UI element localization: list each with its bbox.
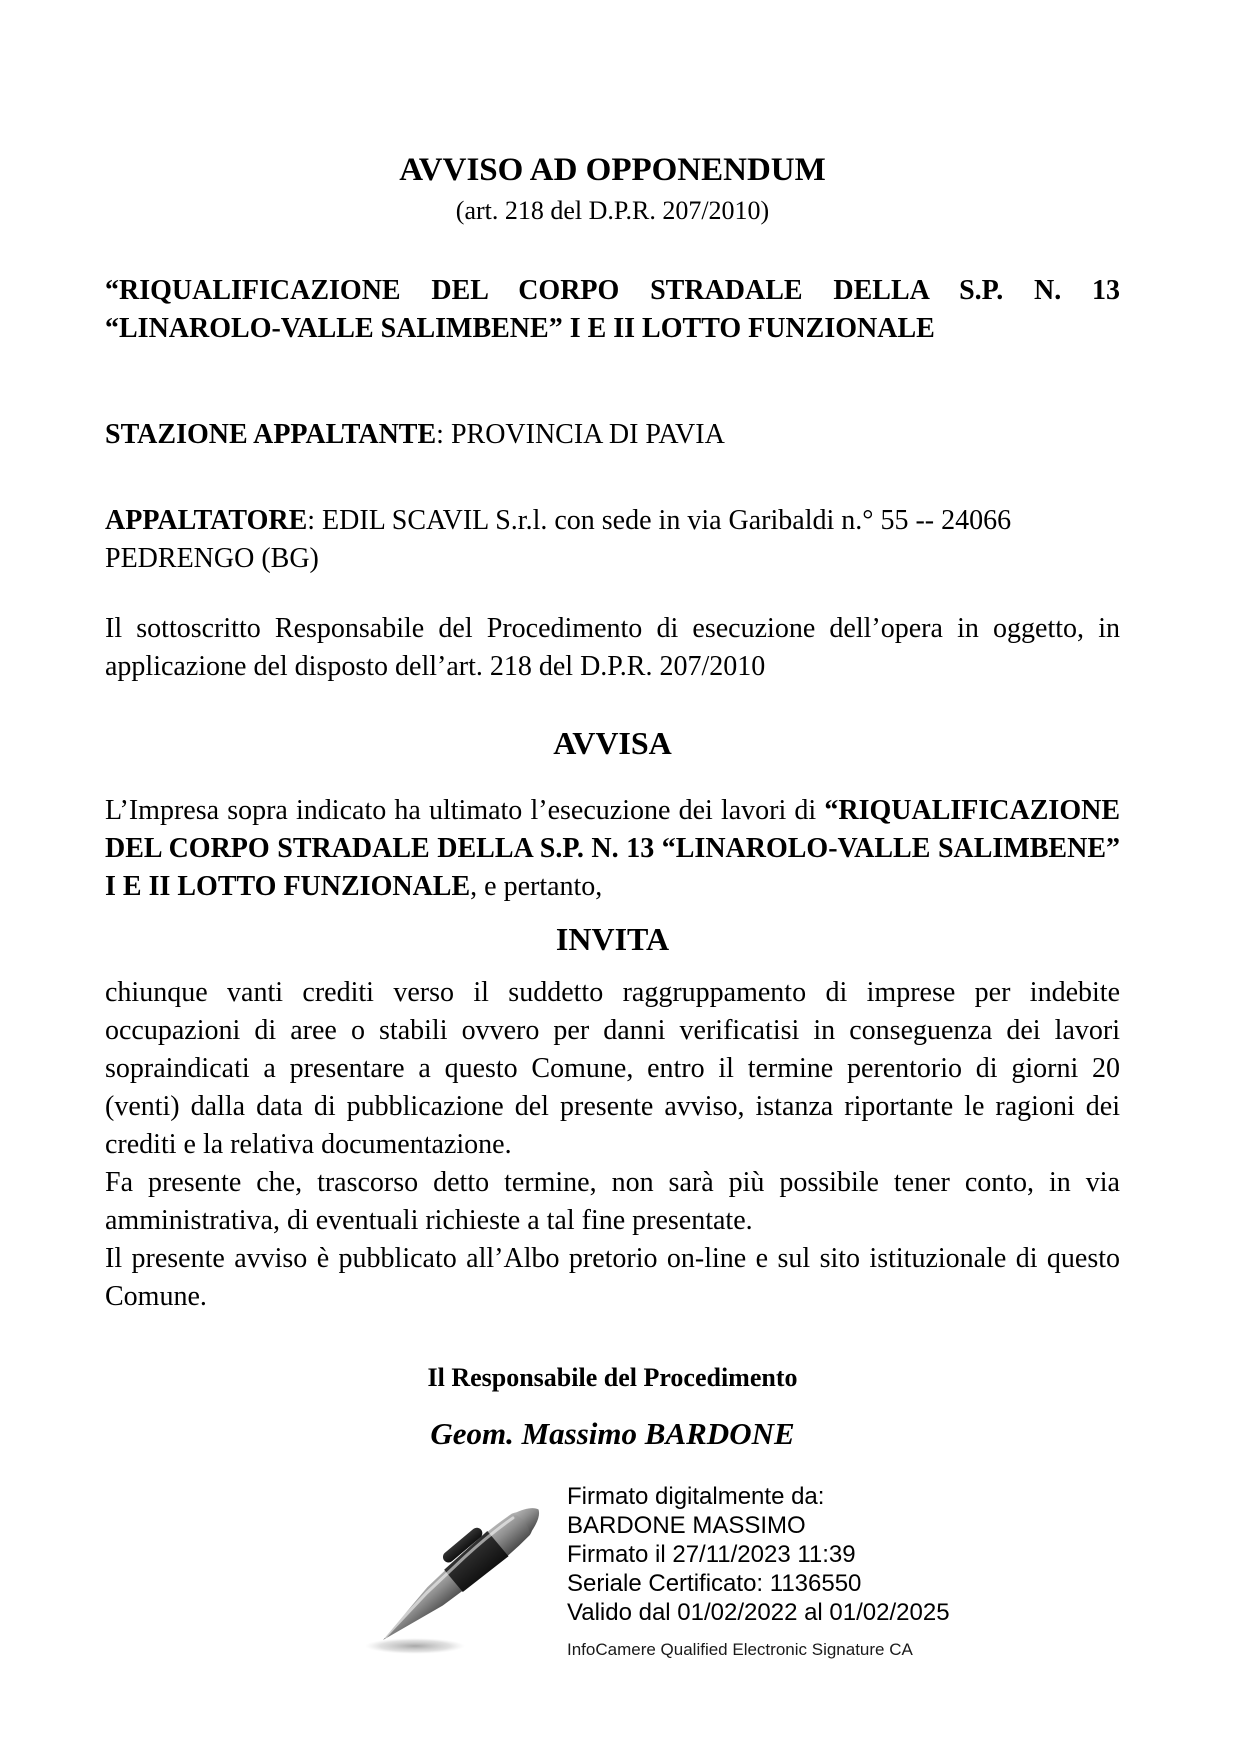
stazione-appaltante-label: STAZIONE APPALTANTE (105, 419, 437, 450)
signature-line: Valido dal 01/02/2022 al 01/02/2025 (567, 1599, 950, 1626)
signature-line: Seriale Certificato: 1136550 (567, 1570, 862, 1597)
premessa-paragraph: Il sottoscritto Responsabile del Procedimento di esecuzione dell’opera in oggetto, in applicazione del disposto dell’art. 218 del D.P.R. 207/2010 (105, 613, 1120, 682)
stazione-appaltante-line (105, 416, 1120, 454)
avvisa-paragraph-pre: L’Impresa sopra indicato ha ultimato l’esecuzione dei lavori di (105, 795, 825, 826)
avvisa-paragraph-post: , e pertanto, (470, 871, 603, 902)
avvisa-heading: AVVISA (553, 725, 672, 761)
pen-icon (357, 1480, 565, 1658)
document-subtitle: (art. 218 del D.P.R. 207/2010) (455, 196, 770, 225)
responsabile-heading: Il Responsabile del Procedimento (427, 1363, 798, 1392)
pubblicazione-paragraph: Il presente avviso è pubblicato all’Albo pretorio on-line e sul sito istituzionale di questo Comune. (105, 1243, 1120, 1312)
signature-line: Firmato il 27/11/2023 11:39 (567, 1541, 856, 1568)
invita-heading: INVITA (555, 921, 670, 957)
signature-ca-line: InfoCamere Qualified Electronic Signature CA (567, 1640, 913, 1659)
signature-line: Firmato digitalmente da: (567, 1483, 825, 1510)
avvisa-paragraph (105, 792, 1120, 906)
avvisa-paragraph-bold: “RIQUALIFICAZIONE DEL CORPO STRADALE DELLA S.P. N. 13 “LINAROLO-VALLE SALIMBENE” I E II LOTTO FUNZIONALE (105, 795, 1120, 902)
invita-paragraph: chiunque vanti crediti verso il suddetto raggruppamento di imprese per indebite occupazioni di aree o stabili ovvero per danni verificatisi in conseguenza dei lavori sopraindicati a presentare a questo Comune, entro il termine perentorio di giorni 20 (venti) dalla data di pubblicazione del presente avviso, istanza riportante le ragioni dei crediti e la relativa documentazione. (105, 977, 1120, 1160)
project-heading: “RIQUALIFICAZIONE DEL CORPO STRADALE DELLA S.P. N. 13 “LINAROLO-VALLE SALIMBENE” I E II LOTTO FUNZIONALE (105, 275, 1120, 344)
signature-text (567, 1478, 950, 1664)
stazione-appaltante-value: : PROVINCIA DI PAVIA (436, 419, 725, 450)
appaltatore-line (105, 502, 1120, 578)
appaltatore-label: APPALTATORE (105, 505, 308, 536)
firmatario-name: Geom. Massimo BARDONE (430, 1416, 795, 1451)
appaltatore-value: : EDIL SCAVIL S.r.l. con sede in via Garibaldi n.° 55 -- 24066 PEDRENGO (BG) (105, 505, 1012, 574)
signature-line: BARDONE MASSIMO (567, 1512, 806, 1539)
fa-presente-paragraph: Fa presente che, trascorso detto termine, non sarà più possibile tener conto, in via amministrativa, di eventuali richieste a tal fine presentate. (105, 1167, 1120, 1236)
digital-signature-block (357, 1478, 1120, 1664)
document-title: AVVISO AD OPPONENDUM (399, 152, 826, 188)
